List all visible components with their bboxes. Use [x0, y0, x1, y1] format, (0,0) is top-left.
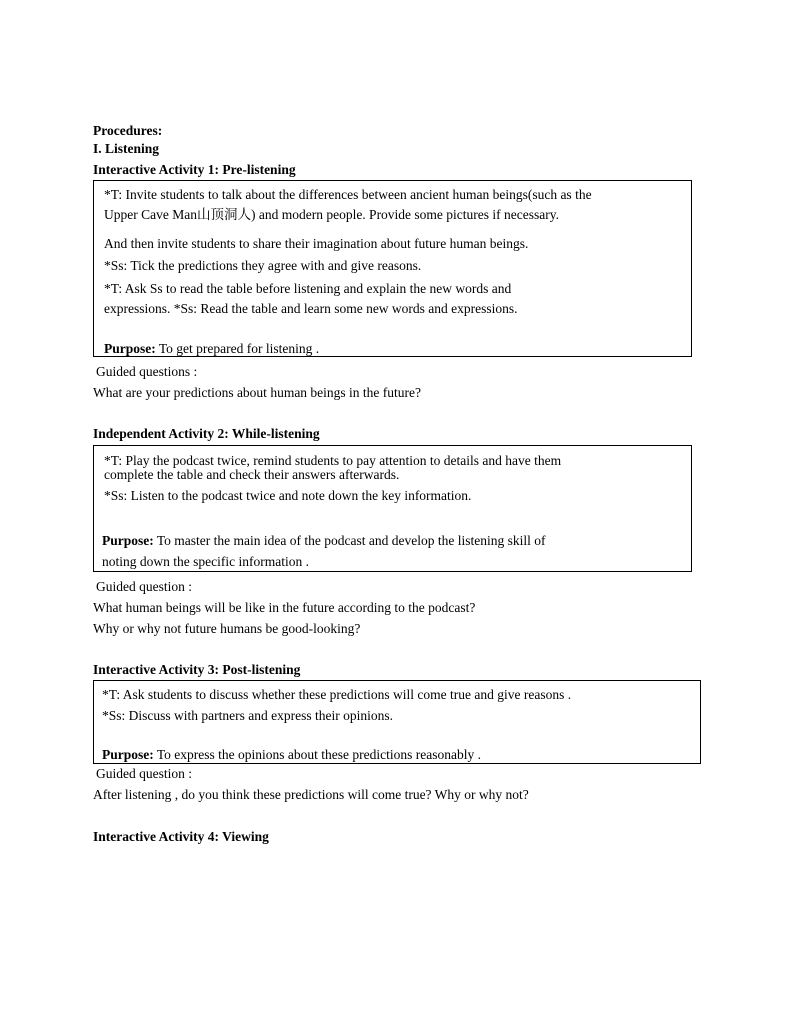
- activity-2-purpose: [102, 533, 545, 549]
- activity-1-heading: Interactive Activity 1: Pre-listening: [93, 162, 296, 177]
- activity-1-purpose: [104, 341, 319, 357]
- purpose-label: Purpose:: [102, 533, 154, 548]
- activity-3-guided-label: Guided question :: [96, 766, 192, 781]
- activity-1-line: *T: Invite students to talk about the differences between ancient human beings(such as the: [104, 187, 592, 202]
- activity-1-line: *T: Ask Ss to read the table before listening and explain the new words and: [104, 281, 512, 296]
- activity-2-heading: Independent Activity 2: While-listening: [93, 426, 320, 441]
- activity-3-heading: Interactive Activity 3: Post-listening: [93, 662, 301, 677]
- purpose-text: To master the main idea of the podcast and develop the listening skill of: [153, 533, 546, 548]
- activity-1-box: [93, 180, 692, 357]
- activity-2-line: *Ss: Listen to the podcast twice and note down the key information.: [104, 488, 472, 503]
- activity-3-purpose: [102, 747, 481, 763]
- activity-4-heading: Interactive Activity 4: Viewing: [93, 829, 269, 844]
- activity-2-box: [93, 445, 692, 572]
- activity-2-line: complete the table and check their answers afterwards.: [104, 467, 400, 482]
- procedures-heading: Procedures:: [93, 123, 163, 138]
- activity-2-guided-label: Guided question :: [96, 579, 192, 594]
- activity-3-line: *T: Ask students to discuss whether these predictions will come true and give reasons .: [102, 687, 572, 702]
- activity-1-line: And then invite students to share their imagination about future human beings.: [104, 236, 529, 251]
- activity-2-question: Why or why not future humans be good-looking?: [93, 621, 361, 636]
- purpose-text: To express the opinions about these predictions reasonably .: [153, 747, 481, 762]
- activity-2-purpose-line2: noting down the specific information .: [102, 554, 309, 569]
- activity-1-question: What are your predictions about human beings in the future?: [93, 385, 422, 400]
- activity-3-box: [93, 680, 701, 764]
- activity-3-question: After listening , do you think these predictions will come true? Why or why not?: [93, 787, 529, 802]
- section-listening-heading: I. Listening: [93, 141, 160, 156]
- activity-1-line: *Ss: Tick the predictions they agree with and give reasons.: [104, 258, 422, 273]
- activity-1-line: Upper Cave Man山顶洞人) and modern people. Provide some pictures if necessary.: [104, 207, 559, 222]
- activity-3-line: *Ss: Discuss with partners and express their opinions.: [102, 708, 393, 723]
- activity-1-guided-label: Guided questions :: [96, 364, 198, 379]
- activity-2-question: What human beings will be like in the future according to the podcast?: [93, 600, 476, 615]
- activity-1-line: expressions. *Ss: Read the table and learn some new words and expressions.: [104, 301, 518, 316]
- purpose-label: Purpose:: [102, 747, 154, 762]
- activity-2-line: *T: Play the podcast twice, remind students to pay attention to details and have them: [104, 453, 562, 468]
- purpose-text: To get prepared for listening .: [155, 341, 320, 356]
- purpose-label: Purpose:: [104, 341, 156, 356]
